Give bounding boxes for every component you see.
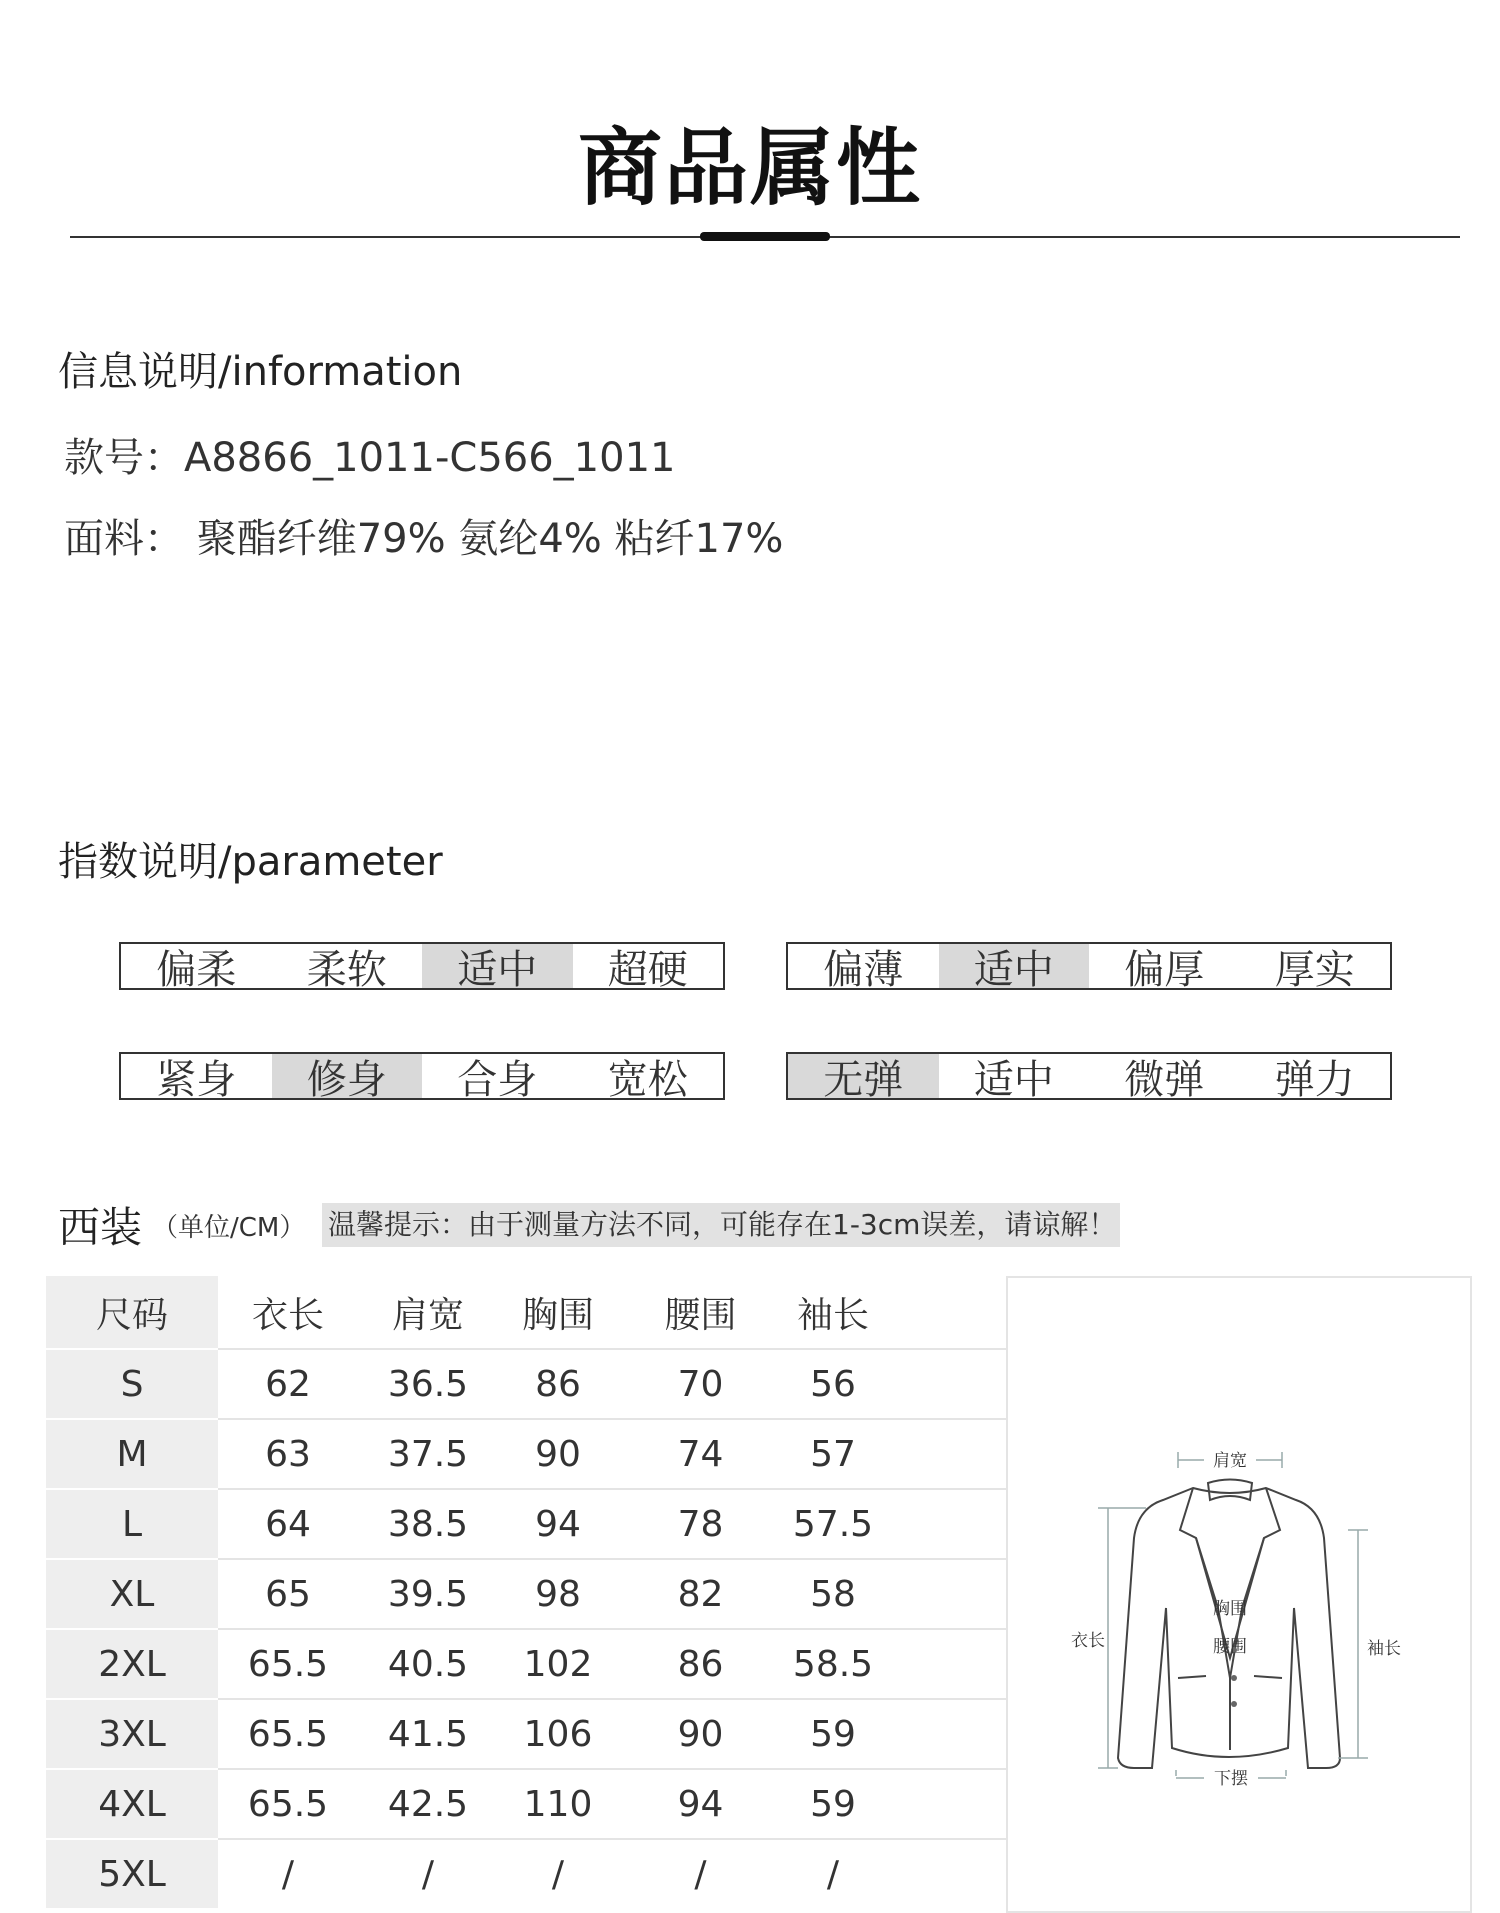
table-cell: 74 — [618, 1419, 783, 1489]
table-cell: 94 — [498, 1489, 618, 1559]
thickness-option: 偏厚 — [1124, 946, 1205, 993]
table-cell: 57.5 — [783, 1489, 883, 1559]
table-cell: 63 — [218, 1419, 358, 1489]
sleeve-label: 袖长 — [1367, 1639, 1401, 1659]
header-size: 尺码 — [46, 1276, 218, 1349]
thickness-option: 厚实 — [1274, 946, 1355, 993]
table-cell: 41.5 — [358, 1699, 498, 1769]
table-row — [46, 1559, 1006, 1629]
jacket-outline — [1118, 1480, 1340, 1769]
table-row — [46, 1419, 1006, 1489]
table-spacer — [883, 1559, 1006, 1629]
table-cell: 64 — [218, 1489, 358, 1559]
softness-option: 偏柔 — [156, 946, 237, 993]
fit-option: 合身 — [457, 1056, 538, 1103]
info-heading: 信息说明/information — [58, 349, 463, 395]
table-cell: 59 — [783, 1769, 883, 1839]
table-row — [46, 1489, 1006, 1559]
size-chart-unit: （单位/CM） — [152, 1213, 306, 1243]
table-row — [46, 1839, 1006, 1908]
table-header-row — [46, 1276, 1006, 1349]
table-cell: 86 — [618, 1629, 783, 1699]
table-cell: / — [551, 1853, 565, 1895]
thickness-option: 适中 — [939, 944, 1090, 988]
waist-label: 腰围 — [1213, 1637, 1247, 1657]
table-cell: 110 — [498, 1769, 618, 1839]
softness-option: 柔软 — [306, 946, 387, 993]
table-cell: 65.5 — [218, 1769, 358, 1839]
header-spacer — [883, 1276, 1006, 1349]
jacket-diagram — [1068, 1418, 1408, 1789]
header-shoulder: 肩宽 — [358, 1276, 498, 1349]
table-cell: / — [421, 1853, 435, 1895]
table-spacer — [883, 1349, 1006, 1419]
size-cell: L — [46, 1489, 218, 1559]
elasticity-option: 微弹 — [1124, 1056, 1205, 1103]
table-spacer — [883, 1769, 1006, 1839]
size-cell: S — [46, 1349, 218, 1419]
elasticity-option: 弹力 — [1274, 1056, 1355, 1103]
size-chart-title: 西装 — [58, 1203, 143, 1252]
elasticity-scale — [786, 1052, 1392, 1103]
elasticity-option: 适中 — [973, 1056, 1054, 1103]
table-spacer — [883, 1489, 1006, 1559]
fit-option: 修身 — [272, 1054, 423, 1098]
softness-option: 适中 — [422, 944, 573, 988]
table-cell: 39.5 — [358, 1559, 498, 1629]
size-cell: M — [46, 1419, 218, 1489]
size-table — [46, 1276, 1006, 1908]
size-cell: 2XL — [46, 1629, 218, 1699]
size-cell: 5XL — [46, 1839, 218, 1908]
softness-scale — [119, 942, 725, 993]
header-chest: 胸围 — [498, 1276, 618, 1349]
table-cell: 65 — [218, 1559, 358, 1629]
table-cell: 94 — [618, 1769, 783, 1839]
hem-label: 下摆 — [1214, 1769, 1248, 1789]
table-cell: 65.5 — [218, 1699, 358, 1769]
table-cell: 57 — [783, 1419, 883, 1489]
table-row — [46, 1769, 1006, 1839]
table-cell: 42.5 — [358, 1769, 498, 1839]
table-cell: 58 — [783, 1559, 883, 1629]
table-cell: 86 — [498, 1349, 618, 1419]
elasticity-option: 无弹 — [788, 1054, 939, 1098]
length-label: 衣长 — [1071, 1631, 1105, 1651]
table-cell: 98 — [498, 1559, 618, 1629]
table-cell: 106 — [498, 1699, 618, 1769]
chest-label: 胸围 — [1213, 1599, 1247, 1619]
table-row — [46, 1349, 1006, 1419]
measurement-diagram-panel — [1006, 1276, 1472, 1913]
softness-option: 超硬 — [607, 946, 688, 993]
table-cell: / — [826, 1853, 840, 1895]
table-cell: 58.5 — [783, 1629, 883, 1699]
table-cell: / — [694, 1853, 707, 1895]
table-row — [46, 1629, 1006, 1699]
table-cell: / — [281, 1853, 295, 1895]
table-cell: 56 — [783, 1349, 883, 1419]
size-cell: XL — [46, 1559, 218, 1629]
shoulder-label: 肩宽 — [1213, 1451, 1247, 1471]
style-number: 款号：A8866_1011-C566_1011 — [64, 435, 676, 481]
table-cell: 90 — [498, 1419, 618, 1489]
thickness-option: 偏薄 — [823, 946, 904, 993]
parameter-heading: 指数说明/parameter — [58, 839, 443, 885]
fabric-composition: 面料： 聚酯纤维79% 氨纶4% 粘纤17% — [64, 516, 784, 562]
fit-option: 紧身 — [156, 1056, 237, 1103]
table-cell: 38.5 — [358, 1489, 498, 1559]
table-spacer — [883, 1699, 1006, 1769]
table-cell: 62 — [218, 1349, 358, 1419]
header-sleeve: 袖长 — [783, 1276, 883, 1349]
table-spacer — [883, 1419, 1006, 1489]
table-spacer — [883, 1839, 1006, 1908]
size-cell: 4XL — [46, 1769, 218, 1839]
table-cell: 82 — [618, 1559, 783, 1629]
table-cell: 65.5 — [218, 1629, 358, 1699]
table-cell: 59 — [783, 1699, 883, 1769]
table-cell: 37.5 — [358, 1419, 498, 1489]
fit-scale — [119, 1052, 725, 1103]
table-cell: 40.5 — [358, 1629, 498, 1699]
fit-option: 宽松 — [607, 1056, 688, 1103]
page-title: 商品属性 — [577, 119, 922, 217]
thickness-scale — [786, 942, 1392, 993]
title-accent-bar — [700, 232, 830, 241]
header-length: 衣长 — [218, 1276, 358, 1349]
header-waist: 腰围 — [618, 1276, 783, 1349]
table-cell: 102 — [498, 1629, 618, 1699]
size-cell: 3XL — [46, 1699, 218, 1769]
table-row — [46, 1699, 1006, 1769]
table-cell: 70 — [618, 1349, 783, 1419]
measurement-note: 温馨提示：由于测量方法不同，可能存在1-3cm误差，请谅解！ — [322, 1203, 1120, 1247]
table-cell: 78 — [618, 1489, 783, 1559]
table-spacer — [883, 1629, 1006, 1699]
table-cell: 36.5 — [358, 1349, 498, 1419]
table-cell: 90 — [618, 1699, 783, 1769]
